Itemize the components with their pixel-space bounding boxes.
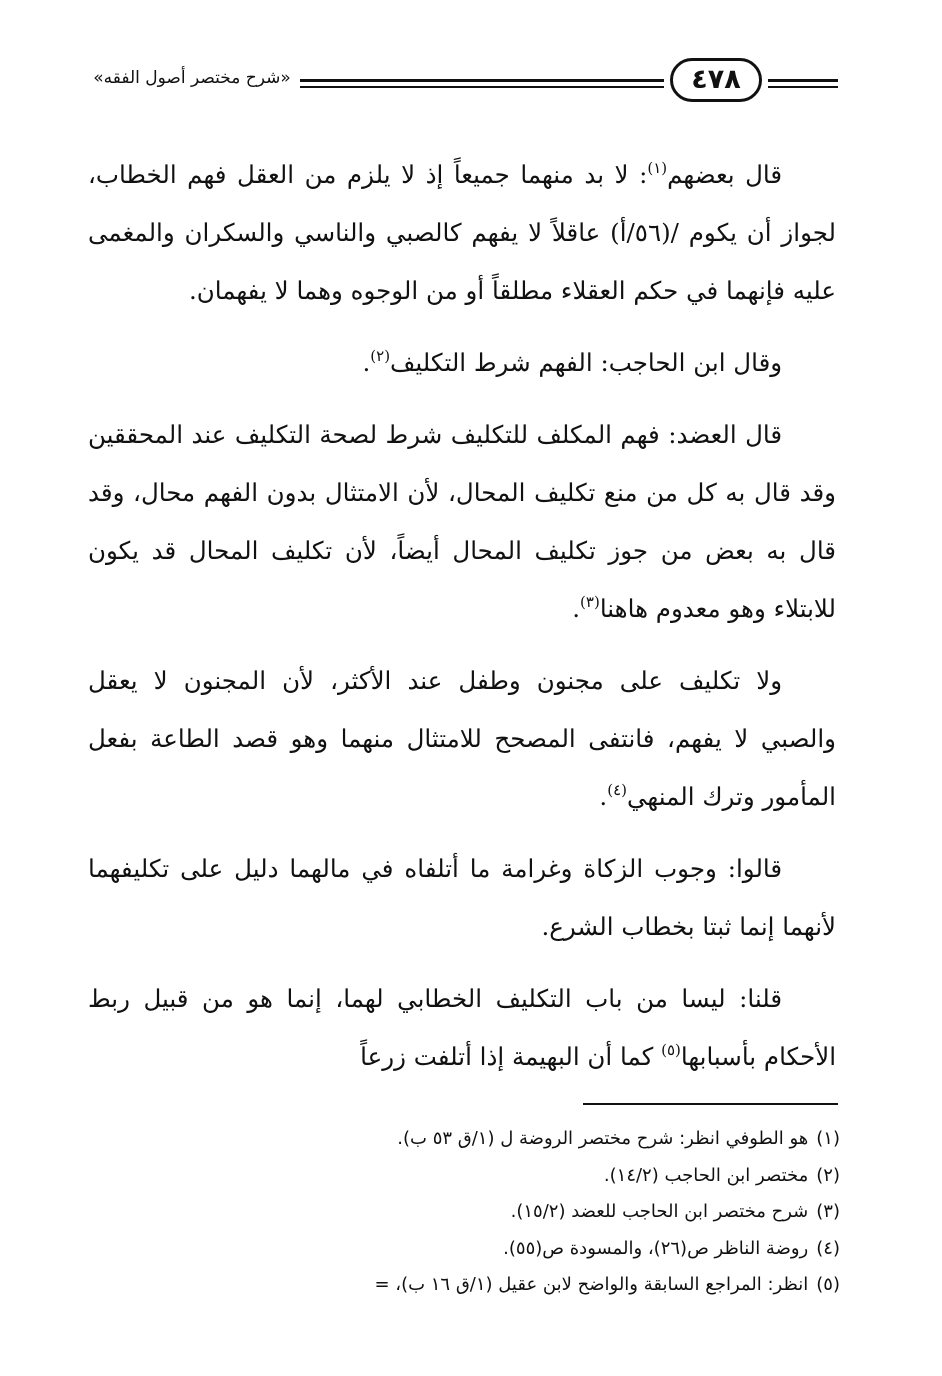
footnotes: [60, 1121, 840, 1304]
footnote: [60, 1267, 840, 1304]
footnote-ref: (١): [647, 159, 668, 177]
header-rule-right-top: [768, 79, 838, 82]
footnote-number: (٥): [816, 1274, 840, 1295]
text-run: وقال ابن الحاجب: الفهم شرط التكليف: [390, 348, 783, 377]
footnote-ref: (٢): [370, 347, 391, 365]
footnote-ref: (٤): [607, 781, 627, 799]
header-rule-bottom: [300, 86, 664, 88]
footnote-number: (٢): [816, 1164, 840, 1186]
footnote-number: (٤): [816, 1237, 840, 1259]
text-run: .: [362, 348, 371, 377]
text-run: كما أن البهيمة إذا أتلفت زرعاً: [360, 1042, 662, 1071]
paragraph: [88, 652, 836, 826]
footnote-number: (١): [816, 1128, 840, 1149]
text-run: .: [599, 782, 608, 811]
footnote-text: مختصر ابن الحاجب (١٤/٢).: [603, 1164, 809, 1186]
footnote-separator: [583, 1103, 838, 1105]
page-header: [86, 52, 842, 108]
text-run: قال بعضهم: [667, 160, 783, 189]
footnote-text: هو الطوفي انظر: شرح مختصر الروضة ل (١/ق ٥٣ ب).: [397, 1128, 809, 1149]
paragraph: [88, 334, 836, 392]
text-run: ولا تكليف على مجنون وطفل عند الأكثر، لأن المجنون لا يعقل والصبي لا يفهم، فانتفى المصحح للامتثال منهما وهو قصد الطاعة بفعل المأمور وترك المنهي: [88, 666, 836, 811]
book-title: «شرح مختصر أصول الفقه»: [93, 68, 291, 88]
footnote: [60, 1121, 840, 1158]
header-rule-right-bottom: [768, 86, 838, 88]
text-run: قلنا: ليسا من باب التكليف الخطابي لهما، إنما هو من قبيل ربط الأحكام بأسبابها: [88, 984, 836, 1071]
footnote-number: (٣): [816, 1201, 840, 1222]
paragraph: [88, 406, 836, 638]
footnote-ref: (٥): [661, 1041, 681, 1059]
footnote-text: روضة الناظر ص(٢٦)، والمسودة ص(٥٥).: [503, 1237, 809, 1259]
footnote-text: شرح مختصر ابن الحاجب للعضد (١٥/٢).: [510, 1201, 809, 1222]
text-run: قال العضد: فهم المكلف للتكليف شرط لصحة التكليف عند المحققين وقد قال به كل من منع تكليف المحال، لأن الامتثال بدون الفهم محال، وقد قال به بعض من جوز تكليف المحال أيضاً، لأن تكليف المحال قد يكون للابتلاء وهو معدوم هاهنا: [88, 420, 836, 623]
header-rule-top: [300, 79, 664, 82]
page-number: ٤٧٨: [670, 58, 762, 102]
text-run: .: [572, 594, 581, 623]
main-text: [88, 146, 836, 1100]
footnote-ref: (٣): [580, 593, 600, 611]
text-run: : لا بد منهما جميعاً إذ لا يلزم من العقل فهم الخطاب، لجواز أن يكوم /(٥٦/أ) عاقلاً لا يفهم كالصبي والناسي والسكران والمغمى عليه فإنهما في حكم العقلاء مطلقاً أو من الوجوه وهما لا يفهمان.: [88, 160, 837, 305]
footnote-text: انظر: المراجع السابقة والواضح لابن عقيل (١/ق ١٦ ب)، =: [374, 1274, 809, 1295]
footnote: [60, 1231, 840, 1268]
paragraph: [88, 840, 836, 956]
footnote: [60, 1194, 840, 1231]
paragraph: [88, 970, 836, 1086]
paragraph: [88, 146, 836, 320]
footnote: [60, 1158, 840, 1195]
text-run: قالوا: وجوب الزكاة وغرامة ما أتلفاه في مالهما دليل على تكليفهما لأنهما إنما ثبتا بخطاب الشرع.: [88, 854, 836, 941]
